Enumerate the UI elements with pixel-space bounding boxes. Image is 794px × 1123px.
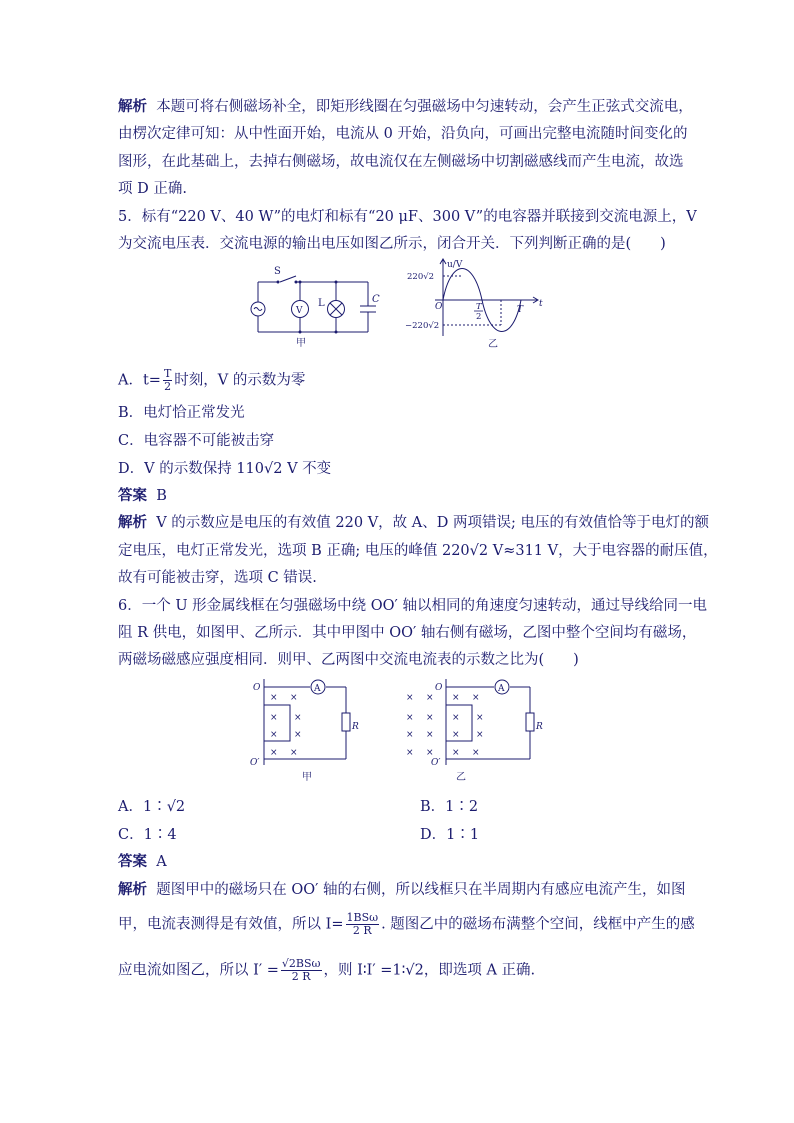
q5-analysis-line1 bbox=[118, 513, 709, 533]
fraction-num: 1BSω bbox=[346, 911, 379, 924]
field-mark: × bbox=[290, 748, 298, 758]
resistor-label: R bbox=[352, 722, 359, 732]
q6-option-a: A．1∶√2 bbox=[118, 799, 186, 815]
field-mark: × bbox=[452, 713, 460, 723]
answer-value: B bbox=[156, 488, 167, 504]
half-period-den: 2 bbox=[476, 312, 482, 322]
analysis-label: 解析 bbox=[118, 98, 147, 115]
q5-circuit-diagram bbox=[240, 262, 390, 348]
field-mark: × bbox=[406, 748, 414, 758]
analysis-text: 本题可将右侧磁场补全，即矩形线圈在匀强磁场中匀速转动，会产生正弦式交流电， bbox=[156, 99, 693, 115]
y-min-label: −220√2 bbox=[405, 321, 440, 331]
q6-option-b: B．1∶2 bbox=[420, 799, 479, 815]
field-mark: × bbox=[270, 748, 278, 758]
field-mark: × bbox=[476, 713, 484, 723]
field-mark: × bbox=[452, 730, 460, 740]
field-mark: × bbox=[472, 748, 480, 758]
field-mark: × bbox=[406, 693, 414, 703]
fraction-den: 2 R bbox=[352, 924, 372, 937]
field-mark: × bbox=[426, 730, 434, 740]
figure-caption: 乙 bbox=[488, 339, 498, 350]
analysis-text: 甲，电流表测得是有效值，所以 I= bbox=[118, 916, 344, 933]
q6-answer bbox=[118, 852, 167, 872]
field-mark: × bbox=[452, 693, 460, 703]
lamp-label: L bbox=[318, 298, 325, 309]
q4-analysis-line1 bbox=[118, 97, 693, 117]
ammeter-label: A bbox=[498, 684, 505, 694]
analysis-text: ，则 I∶I′ =1∶√2，即选项 A 正确. bbox=[323, 962, 536, 979]
voltmeter-label: V bbox=[296, 306, 303, 316]
q6-analysis-line1 bbox=[118, 880, 686, 900]
y-axis-label: u/V bbox=[447, 260, 463, 270]
field-mark: × bbox=[426, 748, 434, 758]
q4-analysis-line4: 项 D 正确. bbox=[118, 181, 187, 197]
q6-analysis-line2 bbox=[118, 912, 695, 937]
analysis-label: 解析 bbox=[118, 514, 147, 531]
q5-option-b: B．电灯恰正常发光 bbox=[118, 405, 245, 421]
field-mark: × bbox=[290, 693, 298, 703]
figure-caption: 甲 bbox=[296, 338, 306, 348]
q6-analysis-line3 bbox=[118, 958, 535, 983]
option-text: A．t= bbox=[118, 372, 161, 389]
ammeter-label: A bbox=[314, 684, 321, 694]
q6-stem-line3: 两磁场磁感应强度相同．则甲、乙两图中交流电流表的示数之比为( ) bbox=[118, 652, 579, 668]
analysis-text: . 题图乙中的磁场布满整个空间，线框中产生的感 bbox=[381, 916, 695, 933]
x-axis-label: t bbox=[539, 299, 543, 309]
switch-label: S bbox=[274, 266, 281, 277]
fraction-den: 2 bbox=[164, 380, 172, 393]
field-mark: × bbox=[270, 713, 278, 723]
fraction-den: 2 R bbox=[291, 970, 311, 983]
q5-option-d: D．V 的示数保持 110√2 V 不变 bbox=[118, 461, 332, 477]
field-mark: × bbox=[426, 693, 434, 703]
q6-figure-yi bbox=[400, 675, 548, 785]
field-mark: × bbox=[452, 748, 460, 758]
field-mark: × bbox=[294, 730, 302, 740]
analysis-text: 题图甲中的磁场只在 OO′ 轴的右侧，所以线框只在半周期内有感应电流产生，如图 bbox=[156, 882, 686, 898]
fraction-num: √2BSω bbox=[281, 957, 321, 970]
half-period-num: T bbox=[476, 302, 482, 312]
q6-stem-line2: 阻 R 供电，如图甲、乙所示．其中甲图中 OO′ 轴右侧有磁场，乙图中整个空间均有磁场， bbox=[118, 625, 697, 641]
field-mark: × bbox=[406, 713, 414, 723]
axis-o-prime-label: O′ bbox=[250, 758, 260, 768]
fraction-num: T bbox=[163, 367, 172, 380]
q5-option-a bbox=[118, 368, 305, 393]
field-mark: × bbox=[476, 730, 484, 740]
q5-stem-line1: 5．标有“220 V、40 W”的电灯和标有“20 μF、300 V”的电容器并联接到交流电源上，V bbox=[118, 209, 697, 225]
q5-voltage-graph bbox=[405, 256, 550, 350]
q5-answer bbox=[118, 486, 167, 506]
resistor-label: R bbox=[536, 722, 543, 732]
answer-label: 答案 bbox=[118, 853, 147, 870]
q5-analysis-line2: 定电压，电灯正常发光，选项 B 正确; 电压的峰值 220√2 V≈311 V，大于电容器的耐压值， bbox=[118, 543, 718, 559]
q4-analysis-line2: 由楞次定律可知：从中性面开始，电流从 0 开始，沿负向，可画出完整电流随时间变化的 bbox=[118, 126, 688, 142]
field-mark: × bbox=[472, 693, 480, 703]
answer-value: A bbox=[156, 854, 167, 870]
q6-option-c: C．1∶4 bbox=[118, 827, 177, 843]
q5-analysis-line3: 故有可能被击穿，选项 C 错误. bbox=[118, 570, 317, 586]
fraction bbox=[346, 912, 380, 937]
field-mark: × bbox=[294, 713, 302, 723]
field-mark: × bbox=[406, 730, 414, 740]
field-mark: × bbox=[270, 730, 278, 740]
q5-option-c: C．电容器不可能被击穿 bbox=[118, 433, 275, 449]
figure-caption: 甲 bbox=[302, 772, 312, 783]
analysis-label: 解析 bbox=[118, 881, 147, 898]
figure-caption: 乙 bbox=[456, 772, 466, 783]
q4-analysis-line3: 图形，在此基础上，去掉右侧磁场，故电流仅在左侧磁场中切割磁感线而产生电流，故选 bbox=[118, 154, 684, 170]
axis-o-label: O bbox=[435, 683, 443, 693]
q6-figure-jia bbox=[250, 675, 365, 785]
analysis-text: V 的示数应是电压的有效值 220 V，故 A、D 两项错误; 电压的有效值恰等于电灯的额 bbox=[156, 515, 709, 531]
q6-stem-line1: 6．一个 U 形金属线框在匀强磁场中绕 OO′ 轴以相同的角速度匀速转动，通过导线给同一电 bbox=[118, 598, 707, 614]
origin-label: O bbox=[435, 302, 443, 312]
field-mark: × bbox=[270, 693, 278, 703]
fraction bbox=[281, 958, 322, 983]
axis-o-prime-label: O′ bbox=[431, 758, 441, 768]
capacitor-label: C bbox=[372, 294, 380, 305]
axis-o-label: O bbox=[253, 683, 261, 693]
q5-stem-line2: 为交流电压表．交流电源的输出电压如图乙所示，闭合开关．下列判断正确的是( ) bbox=[118, 236, 666, 252]
period-label: T bbox=[517, 305, 524, 315]
y-max-label: 220√2 bbox=[407, 272, 435, 282]
option-text: 时刻，V 的示数为零 bbox=[174, 372, 306, 389]
answer-label: 答案 bbox=[118, 487, 147, 504]
field-mark: × bbox=[426, 713, 434, 723]
q6-option-d: D．1∶1 bbox=[420, 827, 480, 843]
fraction bbox=[163, 368, 172, 393]
analysis-text: 应电流如图乙，所以 I′ = bbox=[118, 962, 279, 979]
